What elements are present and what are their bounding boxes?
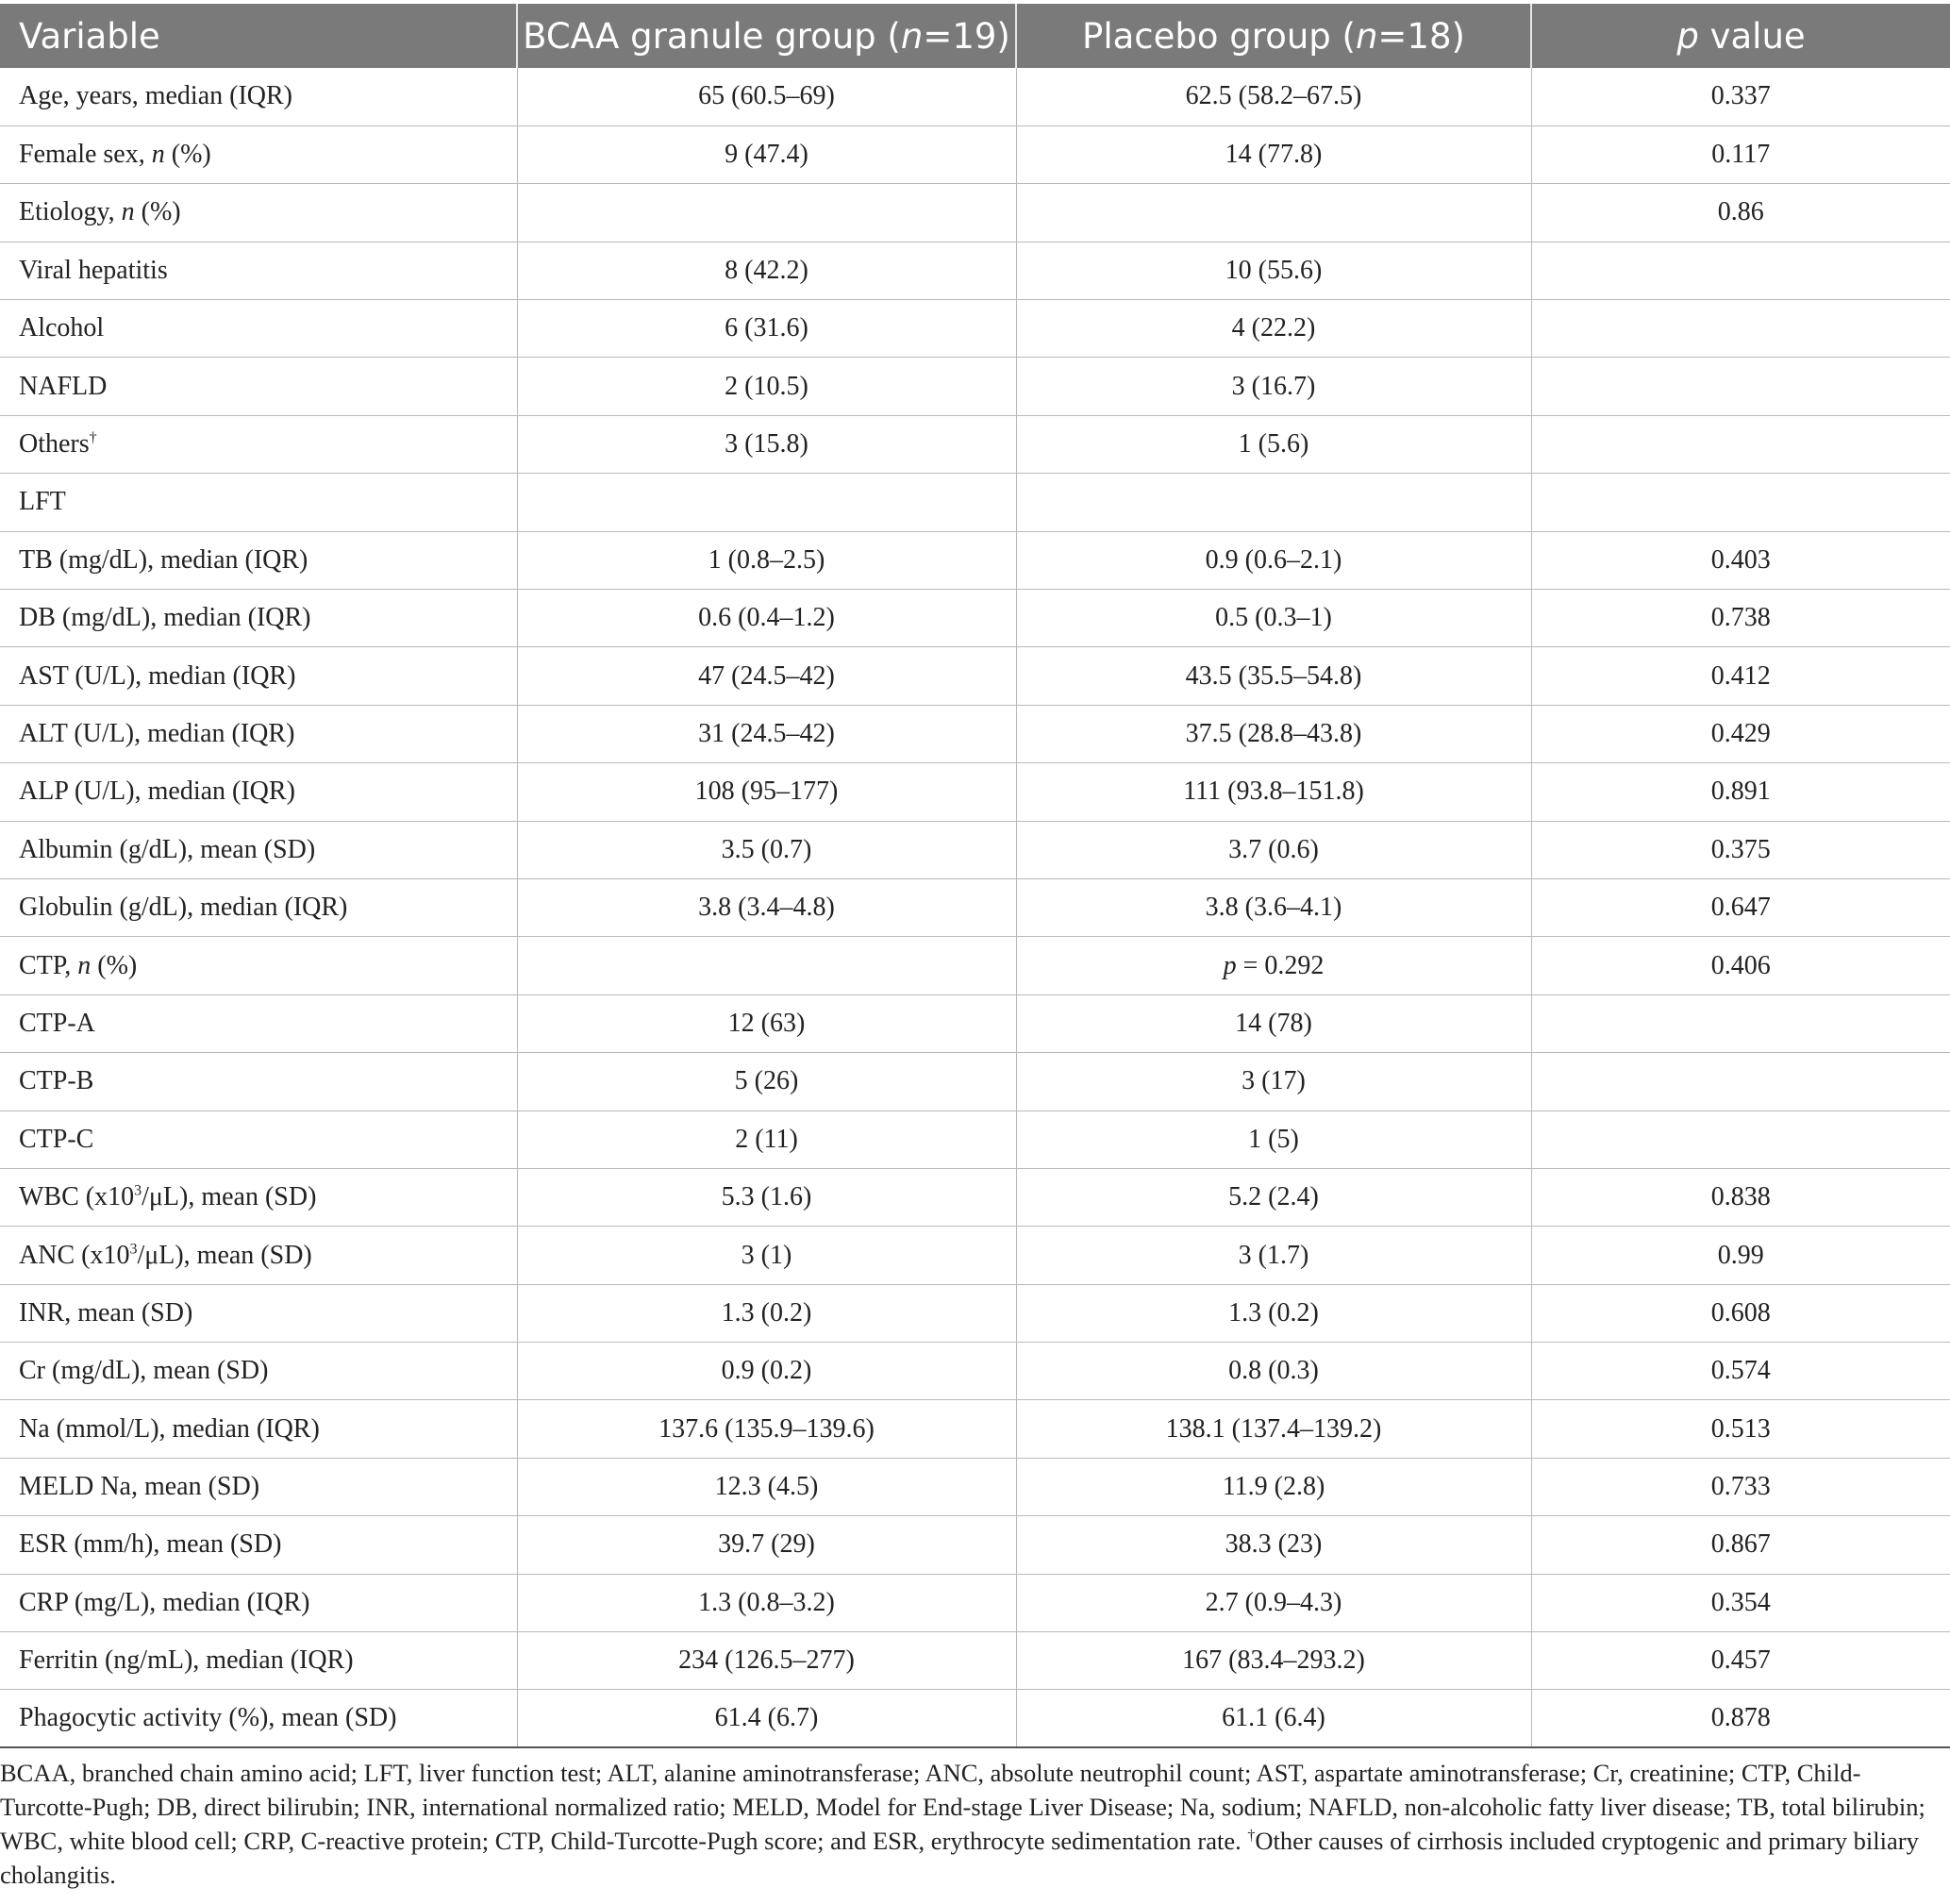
label-text: Globulin (g/dL), median (IQR) <box>19 893 348 923</box>
cell-p-value: 0.117 <box>1531 125 1950 183</box>
label-text: Alcohol <box>19 313 105 343</box>
label-text: LFT <box>19 487 66 517</box>
row-label <box>0 937 517 994</box>
label-text: (%) <box>91 950 138 980</box>
cell-p-value: 0.99 <box>1531 1227 1950 1284</box>
cell-bcaa: 8 (42.2) <box>517 242 1016 299</box>
label-text: Etiology, <box>19 197 122 227</box>
cell-p-value: 0.647 <box>1531 878 1950 936</box>
cell-text: = 0.292 <box>1236 950 1325 980</box>
cell-placebo: 1.3 (0.2) <box>1016 1284 1531 1342</box>
row-label <box>0 531 517 589</box>
row-label <box>0 300 517 358</box>
label-text: (%) <box>164 140 211 170</box>
cell-p-value <box>1531 474 1950 531</box>
table-row <box>0 1111 1950 1168</box>
table-row <box>0 1400 1950 1458</box>
cell-p-value: 0.406 <box>1531 937 1950 994</box>
row-label <box>0 1458 517 1515</box>
header-variable: Variable <box>19 15 160 57</box>
label-text: Phagocytic activity (%), mean (SD) <box>19 1703 397 1733</box>
cell-placebo: 38.3 (23) <box>1016 1516 1531 1574</box>
cell-placebo: 3 (1.7) <box>1016 1227 1531 1284</box>
cell-placebo: 37.5 (28.8–43.8) <box>1016 705 1531 762</box>
cell-placebo: 111 (93.8–151.8) <box>1016 763 1531 821</box>
label-italic: n <box>121 197 135 227</box>
row-label <box>0 705 517 762</box>
cell-bcaa: 1 (0.8–2.5) <box>517 531 1016 589</box>
cell-placebo: 2.7 (0.9–4.3) <box>1016 1574 1531 1631</box>
header-bcaa-group: BCAA granule group (n=19) <box>517 4 1016 68</box>
cell-bcaa: 1.3 (0.2) <box>517 1284 1016 1342</box>
cell-bcaa: 2 (10.5) <box>517 358 1016 415</box>
row-label <box>0 590 517 647</box>
cell-p-value <box>1531 1111 1950 1168</box>
table-row <box>0 705 1950 762</box>
cell-placebo: 3 (16.7) <box>1016 358 1531 415</box>
label-text: CTP, <box>19 950 78 980</box>
cell-bcaa <box>517 184 1016 242</box>
label-superscript: 3 <box>129 1241 138 1258</box>
table-row <box>0 531 1950 589</box>
cell-p-value: 0.457 <box>1531 1632 1950 1690</box>
cell-bcaa: 3 (15.8) <box>517 415 1016 473</box>
row-label <box>0 994 517 1052</box>
label-text: Cr (mg/dL), mean (SD) <box>19 1356 269 1386</box>
label-text: Age, years, median (IQR) <box>19 81 293 111</box>
row-label <box>0 763 517 821</box>
cell-p-value: 0.733 <box>1531 1458 1950 1515</box>
table-row <box>0 1516 1950 1574</box>
table-row <box>0 590 1950 647</box>
cell-p-value <box>1531 358 1950 415</box>
cell-placebo: 138.1 (137.4–139.2) <box>1016 1400 1531 1458</box>
cell-bcaa: 31 (24.5–42) <box>517 705 1016 762</box>
cell-placebo <box>1016 474 1531 531</box>
cell-bcaa: 5 (26) <box>517 1053 1016 1111</box>
row-label <box>0 1168 517 1226</box>
table-row <box>0 1690 1950 1747</box>
row-label <box>0 1574 517 1631</box>
table-row <box>0 878 1950 936</box>
cell-p-value <box>1531 300 1950 358</box>
cell-placebo: 5.2 (2.4) <box>1016 1168 1531 1226</box>
cell-bcaa: 12.3 (4.5) <box>517 1458 1016 1515</box>
label-text: (%) <box>134 197 181 227</box>
cell-p-value: 0.867 <box>1531 1516 1950 1574</box>
header-p-value: p value <box>1531 4 1950 68</box>
row-label <box>0 1516 517 1574</box>
table-row <box>0 1284 1950 1342</box>
cell-placebo: 0.8 (0.3) <box>1016 1343 1531 1400</box>
table-body <box>0 68 1950 1747</box>
table-row <box>0 1227 1950 1284</box>
cell-placebo: 10 (55.6) <box>1016 242 1531 299</box>
table-row <box>0 242 1950 299</box>
cell-placebo: 62.5 (58.2–67.5) <box>1016 68 1531 125</box>
cell-placebo: 4 (22.2) <box>1016 300 1531 358</box>
cell-bcaa: 3.8 (3.4–4.8) <box>517 878 1016 936</box>
label-superscript: 3 <box>134 1182 142 1199</box>
label-text: CTP-A <box>19 1008 95 1038</box>
cell-bcaa: 61.4 (6.7) <box>517 1690 1016 1747</box>
table-row <box>0 125 1950 183</box>
cell-bcaa: 3.5 (0.7) <box>517 821 1016 878</box>
cell-placebo: 3.7 (0.6) <box>1016 821 1531 878</box>
cell-p-value: 0.838 <box>1531 1168 1950 1226</box>
cell-placebo: 0.9 (0.6–2.1) <box>1016 531 1531 589</box>
label-text: WBC (x10 <box>19 1182 135 1212</box>
label-text: Ferritin (ng/mL), median (IQR) <box>19 1645 354 1676</box>
header-placebo-group: Placebo group (n=18) <box>1016 4 1531 68</box>
label-text: ANC (x10 <box>19 1240 130 1270</box>
table-row <box>0 1343 1950 1400</box>
label-italic: n <box>151 140 165 170</box>
row-label <box>0 821 517 878</box>
cell-placebo: 0.5 (0.3–1) <box>1016 590 1531 647</box>
cell-placebo: 1 (5.6) <box>1016 415 1531 473</box>
baseline-characteristics-table <box>0 4 1950 1748</box>
table-row <box>0 474 1950 531</box>
label-text: INR, mean (SD) <box>19 1297 193 1328</box>
cell-p-value: 0.738 <box>1531 590 1950 647</box>
table-row <box>0 1458 1950 1515</box>
table-row <box>0 937 1950 994</box>
row-label <box>0 1632 517 1690</box>
row-label <box>0 878 517 936</box>
cell-placebo: 167 (83.4–293.2) <box>1016 1632 1531 1690</box>
cell-p-value <box>1531 1053 1950 1111</box>
table-header-row <box>0 4 1950 68</box>
cell-p-value: 0.354 <box>1531 1574 1950 1631</box>
cell-p-value <box>1531 415 1950 473</box>
label-text: Viral hepatitis <box>19 255 168 285</box>
cell-p-value: 0.337 <box>1531 68 1950 125</box>
label-text: Female sex, <box>19 140 152 170</box>
label-italic: n <box>77 950 92 980</box>
cell-placebo: 43.5 (35.5–54.8) <box>1016 647 1531 705</box>
cell-p-value: 0.574 <box>1531 1343 1950 1400</box>
cell-bcaa: 39.7 (29) <box>517 1516 1016 1574</box>
label-text: CTP-B <box>19 1066 94 1096</box>
cell-bcaa <box>517 937 1016 994</box>
cell-bcaa: 234 (126.5–277) <box>517 1632 1016 1690</box>
label-text: Others <box>19 429 90 459</box>
label-text: ALT (U/L), median (IQR) <box>19 718 295 748</box>
label-text: ALP (U/L), median (IQR) <box>19 777 295 807</box>
label-text: DB (mg/dL), median (IQR) <box>19 603 311 633</box>
cell-placebo: 61.1 (6.4) <box>1016 1690 1531 1747</box>
cell-italic: p <box>1223 950 1237 980</box>
row-label <box>0 1400 517 1458</box>
cell-bcaa: 0.9 (0.2) <box>517 1343 1016 1400</box>
cell-p-value: 0.513 <box>1531 1400 1950 1458</box>
cell-bcaa: 12 (63) <box>517 994 1016 1052</box>
cell-placebo: 3 (17) <box>1016 1053 1531 1111</box>
cell-p-value: 0.608 <box>1531 1284 1950 1342</box>
cell-bcaa: 1.3 (0.8–3.2) <box>517 1574 1016 1631</box>
label-text: Na (mmol/L), median (IQR) <box>19 1413 320 1444</box>
table-row <box>0 184 1950 242</box>
row-label <box>0 68 517 125</box>
cell-p-value <box>1531 242 1950 299</box>
cell-bcaa: 9 (47.4) <box>517 125 1016 183</box>
label-text: /μL), mean (SD) <box>142 1182 317 1212</box>
row-label <box>0 474 517 531</box>
table-footnote: BCAA, branched chain amino acid; LFT, liver function test; ALT, alanine aminotransferase; ANC, absolute neutrophil count; AST, aspartate aminotransferase; Cr, creatinine; CTP, Child-Turcotte-Pugh; DB, direct bilirubin; INR, international normalized ratio; MELD, Model for End-stage Liver Disease; Na, sodium; NAFLD, non-alcoholic fatty liver disease; TB, total bilirubin; WBC, white blood cell; CRP, C-reactive protein; CTP, Child-Turcotte-Pugh score; and ESR, erythrocyte sedimentation rate. †Other causes of cirrhosis included cryptogenic and primary biliary cholangitis. <box>0 1759 1925 1889</box>
table-row <box>0 415 1950 473</box>
table-row <box>0 994 1950 1052</box>
table-row <box>0 647 1950 705</box>
table-row <box>0 1574 1950 1631</box>
cell-p-value: 0.891 <box>1531 763 1950 821</box>
cell-bcaa <box>517 474 1016 531</box>
label-text: MELD Na, mean (SD) <box>19 1472 260 1502</box>
label-text: Albumin (g/dL), mean (SD) <box>19 834 316 864</box>
cell-p-value: 0.86 <box>1531 184 1950 242</box>
cell-p-value <box>1531 994 1950 1052</box>
cell-bcaa: 108 (95–177) <box>517 763 1016 821</box>
cell-p-value: 0.429 <box>1531 705 1950 762</box>
cell-bcaa: 3 (1) <box>517 1227 1016 1284</box>
label-superscript: † <box>89 429 97 446</box>
table-row <box>0 821 1950 878</box>
label-text: AST (U/L), median (IQR) <box>19 660 296 691</box>
row-label <box>0 1111 517 1168</box>
row-label <box>0 358 517 415</box>
table-row <box>0 1632 1950 1690</box>
cell-p-value: 0.403 <box>1531 531 1950 589</box>
cell-bcaa: 65 (60.5–69) <box>517 68 1016 125</box>
cell-placebo: 1 (5) <box>1016 1111 1531 1168</box>
row-label <box>0 184 517 242</box>
cell-placebo: 11.9 (2.8) <box>1016 1458 1531 1515</box>
row-label <box>0 1284 517 1342</box>
row-label <box>0 647 517 705</box>
cell-bcaa: 6 (31.6) <box>517 300 1016 358</box>
cell-bcaa: 5.3 (1.6) <box>517 1168 1016 1226</box>
table-row <box>0 68 1950 125</box>
cell-placebo <box>1016 937 1531 994</box>
label-text: ESR (mm/h), mean (SD) <box>19 1529 282 1560</box>
table-row <box>0 358 1950 415</box>
cell-placebo: 3.8 (3.6–4.1) <box>1016 878 1531 936</box>
row-label <box>0 1053 517 1111</box>
table-row <box>0 763 1950 821</box>
label-text: CTP-C <box>19 1124 94 1154</box>
cell-bcaa: 137.6 (135.9–139.6) <box>517 1400 1016 1458</box>
cell-p-value: 0.412 <box>1531 647 1950 705</box>
table-row <box>0 300 1950 358</box>
label-text: NAFLD <box>19 371 108 401</box>
cell-bcaa: 2 (11) <box>517 1111 1016 1168</box>
label-text: /μL), mean (SD) <box>137 1240 312 1270</box>
row-label <box>0 1227 517 1284</box>
cell-placebo: 14 (77.8) <box>1016 125 1531 183</box>
label-text: CRP (mg/L), median (IQR) <box>19 1587 310 1617</box>
cell-bcaa: 0.6 (0.4–1.2) <box>517 590 1016 647</box>
row-label <box>0 415 517 473</box>
cell-p-value: 0.878 <box>1531 1690 1950 1747</box>
row-label <box>0 1343 517 1400</box>
row-label <box>0 242 517 299</box>
cell-bcaa: 47 (24.5–42) <box>517 647 1016 705</box>
cell-placebo: 14 (78) <box>1016 994 1531 1052</box>
row-label <box>0 125 517 183</box>
cell-p-value: 0.375 <box>1531 821 1950 878</box>
table-row <box>0 1168 1950 1226</box>
cell-placebo <box>1016 184 1531 242</box>
row-label <box>0 1690 517 1747</box>
table-row <box>0 1053 1950 1111</box>
label-text: TB (mg/dL), median (IQR) <box>19 544 308 575</box>
